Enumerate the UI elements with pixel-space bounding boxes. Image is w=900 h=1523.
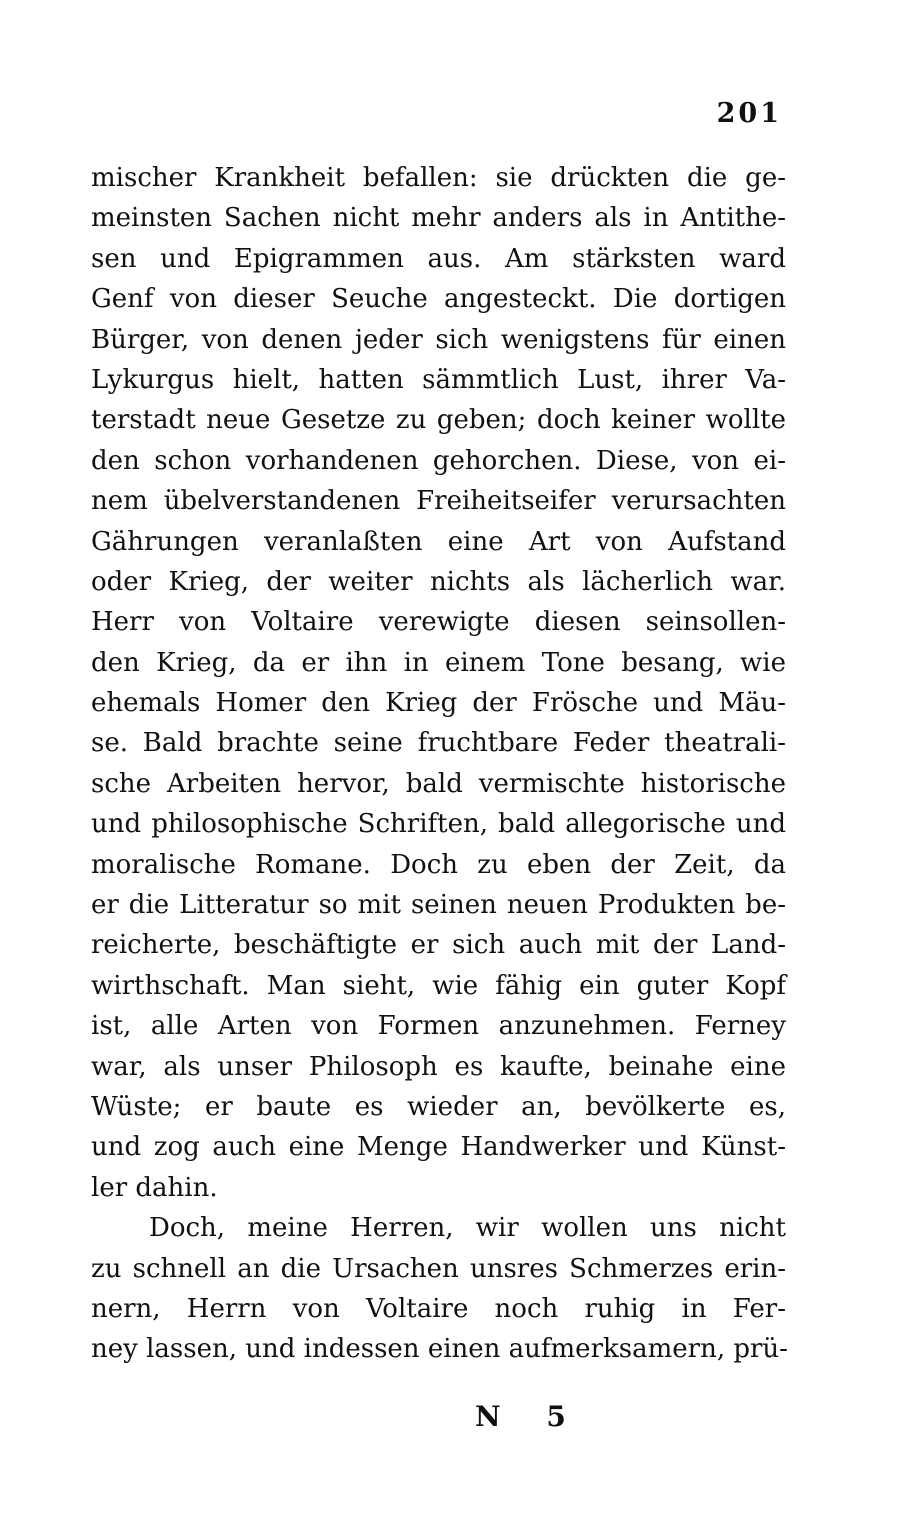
text-line: den Krieg, da er ihn in einem Tone besang, wie: [91, 647, 786, 678]
text-line: terstadt neue Gesetze zu geben; doch keiner wollte: [91, 405, 786, 436]
text-line: Lykurgus hielt, hatten sämmtlich Lust, ihrer Va-: [91, 364, 786, 395]
text-line: zu schnell an die Ursachen unsres Schmerzes erin-: [91, 1253, 786, 1284]
text-line: se. Bald brachte seine fruchtbare Feder theatrali-: [91, 728, 786, 759]
text-line: er die Litteratur so mit seinen neuen Produkten be-: [91, 890, 786, 921]
text-line: nem übelverstandenen Freiheitseifer verursachten: [91, 486, 786, 517]
text-line: ist, alle Arten von Formen anzunehmen. Ferney: [91, 1011, 786, 1042]
paragraph-end-line: ler dahin.: [91, 1172, 218, 1203]
text-line: sche Arbeiten hervor, bald vermischte historische: [91, 768, 786, 799]
text-line: nern, Herrn von Voltaire noch ruhig in Fer-: [91, 1293, 786, 1324]
text-line: moralische Romane. Doch zu eben der Zeit, da: [91, 849, 786, 880]
text-line: ney lassen, und indessen einen aufmerksamern, prü-: [91, 1334, 788, 1365]
text-line: und zog auch eine Menge Handwerker und Künst-: [91, 1132, 786, 1163]
text-line: Gährungen veranlaßten eine Art von Aufstand: [91, 526, 786, 557]
text-line: Genf von dieser Seuche angesteckt. Die dortigen: [91, 284, 786, 315]
text-line: Bürger, von denen jeder sich wenigstens für einen: [91, 324, 786, 355]
paragraph-start-line: Doch, meine Herren, wir wollen uns nicht: [149, 1213, 786, 1244]
body-text: [91, 158, 786, 1370]
text-line: war, als unser Philosoph es kaufte, beinahe eine: [91, 1051, 786, 1082]
text-line: wirthschaft. Man sieht, wie fähig ein guter Kopf: [91, 970, 786, 1001]
text-line: Wüste; er baute es wieder an, bevölkerte es,: [91, 1091, 786, 1122]
printer-signature-mark: N 5: [475, 1400, 584, 1433]
text-line: oder Krieg, der weiter nichts als lächerlich war.: [91, 566, 786, 597]
text-line: mischer Krankheit befallen: sie drückten die ge-: [91, 163, 786, 193]
text-line: und philosophische Schriften, bald allegorische und: [91, 809, 786, 840]
text-line: ehemals Homer den Krieg der Frösche und Mäu-: [91, 688, 786, 719]
text-line: meinsten Sachen nicht mehr anders als in Antithe-: [91, 203, 786, 234]
text-line: sen und Epigrammen aus. Am stärksten ward: [91, 243, 786, 274]
text-line: Herr von Voltaire verewigte diesen seinsollen-: [91, 607, 786, 638]
text-line: reicherte, beschäftigte er sich auch mit der Land-: [91, 930, 786, 961]
page-number: 201: [716, 98, 782, 129]
text-line: den schon vorhandenen gehorchen. Diese, von ei-: [91, 445, 786, 476]
